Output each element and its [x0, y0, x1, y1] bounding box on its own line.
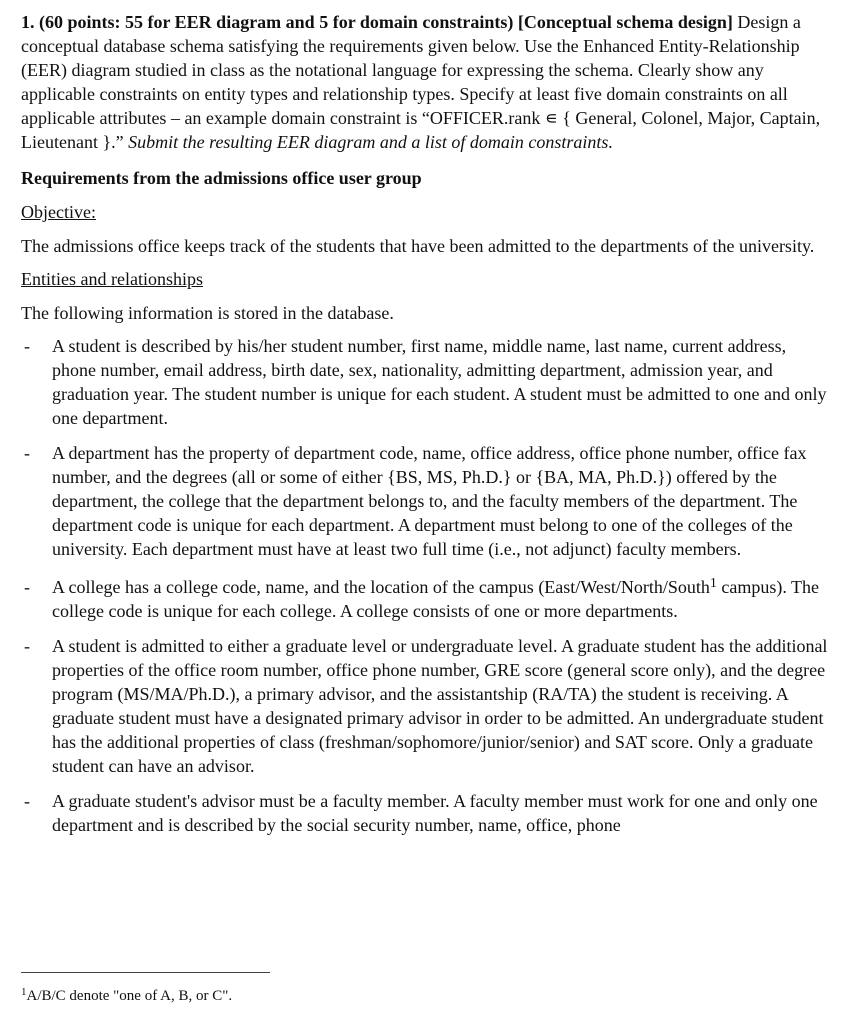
list-item [21, 441, 833, 561]
objective-text: The admissions office keeps track of the students that have been admitted to the departments of the university. [21, 236, 815, 256]
submit-note: Submit the resulting EER diagram and a list of domain constraints. [128, 132, 613, 152]
list-item-text: A college has a college code, name, and the location of the campus (East/West/North/South [52, 577, 710, 597]
bullet-dash: - [24, 791, 30, 811]
list-item-text: campus). The college code is unique for each college. A college consists of one or more departments. [52, 577, 819, 621]
objective-heading: Objective: [21, 202, 96, 222]
list-item [21, 789, 833, 837]
entities-heading: Entities and relationships [21, 269, 203, 289]
footnote-marker: 1 [21, 986, 27, 998]
list-item [21, 634, 833, 778]
footnote-divider [21, 972, 270, 973]
entities-intro: The following information is stored in the database. [21, 303, 394, 323]
list-item [21, 575, 833, 623]
footnote-text: A/B/C denote "one of A, B, or C". [26, 988, 233, 1004]
footnote-reference[interactable]: 1 [709, 576, 717, 591]
list-item-text: A department has the property of department code, name, office address, office phone number, office fax number, and the degrees (all or some of either {BS, MS, Ph.D.} or {BA, MA, Ph.D.}) offered by the department, the college that the department belongs to, and the faculty members of the department. The department code is unique for each department. A department must belong to one of the colleges of the university. Each department must have at least two full time (i.e., not adjunct) faculty members. [52, 443, 807, 559]
footnote [21, 986, 232, 1006]
requirements-list [21, 334, 833, 837]
bullet-dash: - [24, 336, 30, 356]
list-item-text: A graduate student's advisor must be a faculty member. A faculty member must work for one and only one department and is described by the social security number, name, office, phone [52, 791, 818, 835]
question-body: Design a conceptual database schema satisfying the requirements given below. Use the Enhanced Entity-Relationship (EER) diagram studied in class as the notational language for expressing the schema. Clearly show any applicable constraints on entity types and relationship types. Specify at least five domain constraints on all applicable attributes – an example domain constraint is “OFFICER.rank ∊ { General, Colonel, Major, Captain, Lieutenant }.” [21, 12, 821, 152]
requirements-heading: Requirements from the admissions office user group [21, 168, 422, 188]
list-item-text: A student is admitted to either a graduate level or undergraduate level. A graduate student has the additional properties of the office room number, office phone number, GRE score (general score only), and the degree program (MS/MA/Ph.D.), a primary advisor, and the assistantship (RA/TA) the student is receiving. A graduate student must have a designated primary advisor in order to be admitted. An undergraduate student has the additional properties of class (freshman/sophomore/junior/senior) and SAT score. Only a graduate student can have an advisor. [52, 636, 828, 776]
bullet-dash: - [24, 443, 30, 463]
list-item-text: A student is described by his/her student number, first name, middle name, last name, current address, phone number, email address, birth date, sex, nationality, admitting department, admission year, and graduation year. The student number is unique for each student. A student must be admitted to one and only one department. [52, 336, 827, 428]
question-title: 1. (60 points: 55 for EER diagram and 5 for domain constraints) [Conceptual schema design] [21, 12, 733, 32]
bullet-dash: - [24, 636, 30, 656]
question-prompt [21, 10, 833, 154]
list-item [21, 334, 833, 430]
bullet-dash: - [24, 577, 30, 597]
document-page [21, 10, 833, 848]
